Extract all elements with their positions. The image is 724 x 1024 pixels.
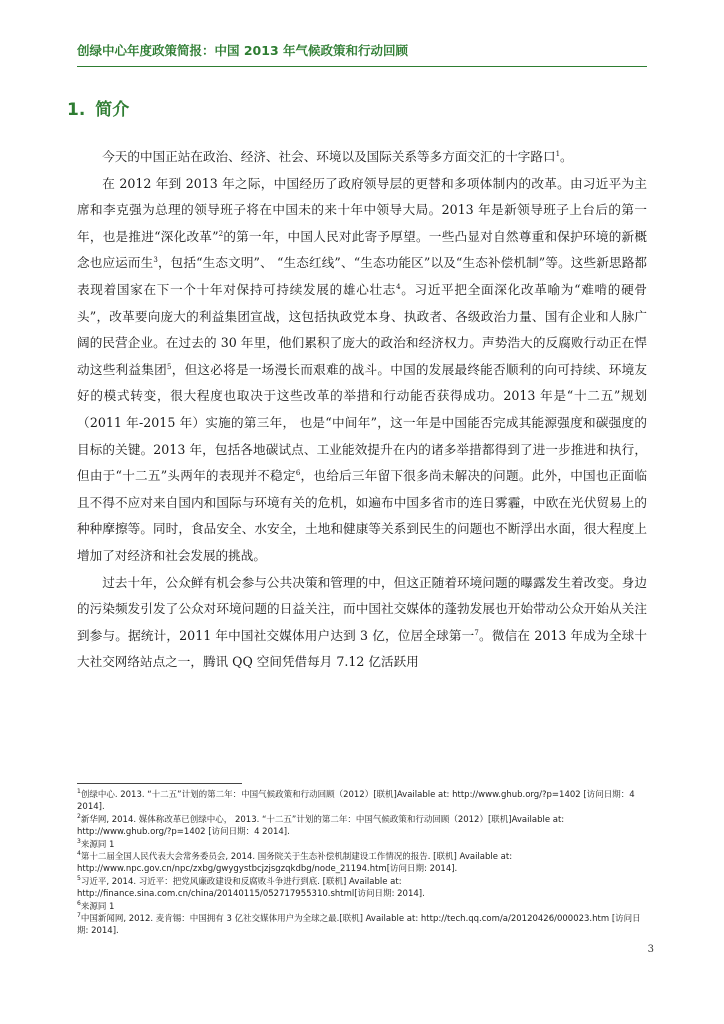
footnote: $^3$来源同 1 (77, 837, 115, 850)
paragraph-2: 在 2012 年到 2013 年之际，中国经历了政府领导层的更替和多项体制内的改革。由习近平为主席和李克强为总理的领导班子将在中国未的来十年中领导大局。2013 年是新领导班子上台后的第一年，也是推进“深化改革”$^2$的第一年，中国人民对此寄予厚望。一些凸显对自然尊重和保护环境的新概念也应运而生$^3$，包括“生态文明”、 “生态红线”、“生态功能区”以及“生态补偿机制”等。这些新思路都表现着国家在下一个十年对保持可持续发展的雄心壮志$^4$。习近平把全面深化改革喻为“难啃的硬骨头”，改革要向庞大的利益集团宣战，这包括执政党本身、执政者、各级政治力量、国有企业和人脉广阔的民营企业。在过去的 30 年里，他们累积了庞大的政治和经济权力。声势浩大的反腐败行动正在悍动这些利益集团$^5$，但这必将是一场漫长而艰难的战斗。中国的发展最终能否顺利的向可持续、环境友好的模式转变，很大程度也取决于这些改革的举措和行动能否获得成功。2013 年是“十二五”规划（2011 年-2015 年）实施的第三年， 也是“中间年”，这一年是中国能否完成其能源强度和碳强度的目标的关键。2013 年，包括各地碳试点、工业能效提升在内的诸多举措都得到了进一步推进和执行，但由于“十二五”头两年的表现并不稳定$^6$，也给后三年留下很多尚未解决的问题。此外，中国也正面临且不得不应对来自国内和国际与环境有关的危机，如遍布中国多省市的连日雾霾，中欧在光伏贸易上的种种摩擦等。同时，食品安全、水安全，土地和健康等关系到民生的问题也不断浮出水面，很大程度上增加了对经济和社会发展的挑战。 (77, 175, 648, 563)
footnote: $^5$习近平, 2014. 习近平：把党风廉政建设和反腐败斗争进行到底. [联机] Available at: http://finance.sina.com.cn/china/20140115/052717955310.shtml[访问日期: 2014]. (77, 875, 425, 900)
running-header: 创绿中心年度政策简报：中国 2013 年气候政策和行动回顾 (77, 41, 647, 67)
footnote-number: 2 (77, 812, 81, 820)
footnote-number: 6 (77, 899, 81, 907)
footnote: $^6$来源同 1 (77, 899, 115, 912)
footnote-ref[interactable]: 7 (474, 628, 479, 637)
body-text (77, 144, 647, 676)
section-number: 1. (67, 100, 86, 120)
footnote: $^1$创绿中心. 2013. “十二五”计划的第二年：中国气候政策和行动回顾（2012）[联机]Available at: http://www.ghub.org/?p=1402 [访问日期：4 2014]. (77, 788, 635, 813)
footnote-number: 5 (77, 875, 81, 883)
footnotes (77, 789, 647, 938)
footnote-number: 3 (77, 837, 81, 845)
footnote: $^7$中国新闻网, 2012. 麦肯锡：中国拥有 3 亿社交媒体用户为全球之最.[联机] Available at: http://tech.qq.com/a/20120426/000023.htm [访问日期: 2014]. (77, 912, 641, 937)
footnote: $^4$第十二届全国人民代表大会常务委员会, 2014. 国务院关于生态补偿机制建设工作情况的报告. [联机] Available at: http://www.npc.gov.cn/npc/zxbg/gwygystbcjzjsgzqkdbg/node_21194.htm[访问日期: 2014]. (77, 850, 513, 875)
section-title: 简介 (95, 100, 130, 120)
paragraph-1: 今天的中国正站在政治、经济、社会、环境以及国际关系等多方面交汇的十字路口$^1$。 (102, 149, 573, 164)
footnote-ref[interactable]: 4 (396, 282, 401, 291)
paragraph-3: 过去十年，公众鲜有机会参与公共决策和管理的中，但这正随着环境问题的曝露发生着改变。身边的污染频发引发了公众对环境问题的日益关注，而中国社交媒体的蓬勃发展也开始带动公众开始从关注到参与。据统计，2011 年中国社交媒体用户达到 3 亿，位居全球第一$^7$。微信在 2013 年成为全球十大社交网络站点之一，腾讯 QQ 空间凭借每月 7.12 亿活跃用 (77, 574, 647, 670)
page-number: 3 (647, 944, 654, 955)
footnote-number: 7 (77, 912, 81, 920)
footnote-ref[interactable]: 1 (555, 149, 561, 158)
footnote-number: 1 (77, 788, 81, 796)
section-heading (67, 95, 129, 120)
footnote: $^2$新华网, 2014. 媒体称改革已创绿中心， 2013. “十二五”计划的第二年：中国气候政策和行动回顾（2012）[联机]Available at: http://www.ghub.org/?p=1402 [访问日期：4 2014]. (77, 812, 565, 838)
footnote-ref[interactable]: 2 (218, 229, 224, 238)
footnote-ref[interactable]: 6 (295, 468, 301, 477)
footnote-ref[interactable]: 3 (153, 256, 158, 265)
footnote-number: 4 (77, 850, 81, 858)
footnote-ref[interactable]: 5 (166, 362, 172, 371)
footnote-separator (77, 783, 242, 784)
